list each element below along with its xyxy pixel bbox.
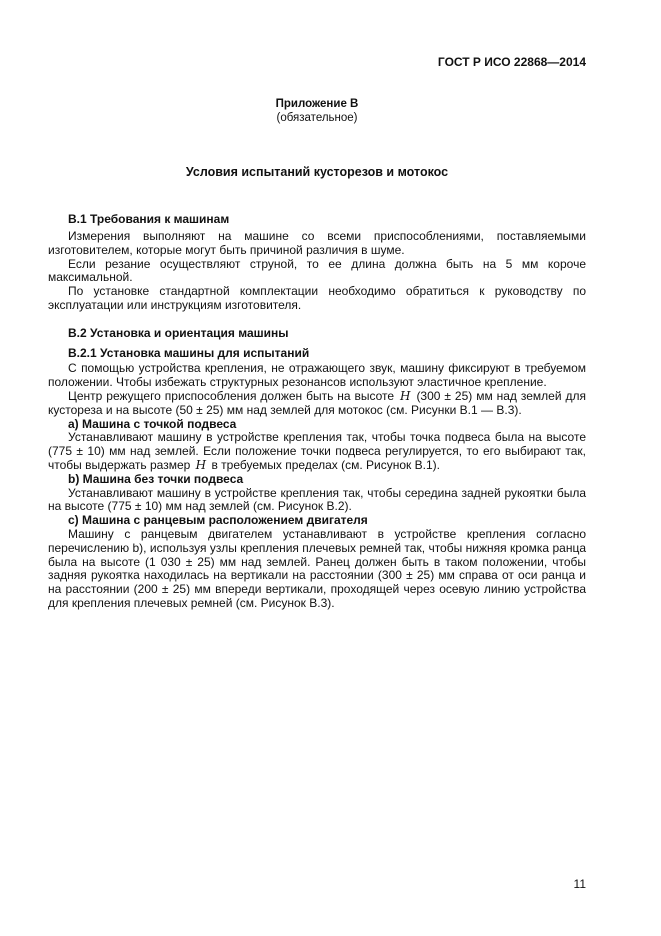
section-b21-heading: В.2.1 Установка машины для испытаний [68,345,310,360]
paragraph-text: Центр режущего приспособления должен быть на высоте [68,388,395,403]
variable-h: H [195,457,207,472]
item-b-heading: b) Машина без точки подвеса [68,471,244,486]
section-b2-heading: В.2 Установка и ориентация машины [68,325,289,340]
item-c-paragraph: Машину с ранцевым двигателем устанавливают в устройстве крепления согласно перечислению b), используя узлы крепления плечевых ремней так, чтобы нижняя кромка ранца была на высоте (1 030 ± 25) мм над землей. Ранец должен быть в таком положении, чтобы задняя рукоятка находилась на вертикали на расстоянии (300 ± 25) мм справа от оси ранца и на расстоянии (200 ± 25) мм впереди вертикали, проходящей через осевую линию устройства для крепления плечевых ремней (см. Рисунок В.3). [48,526,586,610]
section-b1-heading: В.1 Требования к машинам [68,212,230,227]
section-b2-paragraph-1: С помощью устройства крепления, не отражающего звук, машину фиксируют в требуемом положении. Чтобы избежать структурных резонансов используют эластичное крепление. [48,361,586,390]
section-b2-paragraph-2 [48,390,586,418]
item-a-paragraph [48,431,586,472]
annex-type: (обязательное) [276,111,358,124]
paragraph-text: (300 ± 25) мм над землей для кустореза и на высоте (50 ± 25) мм над землей для мотокос (см. Рисунки В.1 — В.3). [48,388,586,417]
page-number: 11 [573,877,586,891]
item-c-heading: с) Машина с ранцевым расположением двигателя [68,513,368,528]
item-b-paragraph: Устанавливают машину в устройстве крепления так, чтобы середина задней рукоятки была на высоте (775 ± 10) мм над землей (см. Рисунок В.2). [48,485,586,514]
document-header: ГОСТ Р ИСО 22868—2014 [437,55,586,69]
section-b1-paragraph-1: Измерения выполняют на машине со всеми приспособлениями, поставляемыми изготовителем, которые могут быть причиной различия в шуме. [48,228,586,257]
annex-label: Приложение В [275,97,359,110]
page-title: Условия испытаний кусторезов и мотокос [185,165,449,180]
section-b1-paragraph-3: По установке стандартной комплектации необходимо обратиться к руководству по эксплуатации или инструкциям изготовителя. [48,284,586,312]
page-content [48,0,586,611]
section-b1-paragraph-2: Если резание осуществляют струной, то ее длина должна быть на 5 мм короче максимальной. [48,256,586,285]
variable-h: H [400,388,411,403]
item-a-heading: а) Машина с точкой подвеса [68,416,237,431]
paragraph-text: в требуемых пределах (см. Рисунок В.1). [211,457,440,472]
paragraph-text: Устанавливают машину в устройстве крепления так, чтобы точка подвеса была на высоте (775 ± 10) мм над землей. Если положение точки подвеса регулируется, то его выбирают так, чтобы выдержать размер [48,430,586,472]
